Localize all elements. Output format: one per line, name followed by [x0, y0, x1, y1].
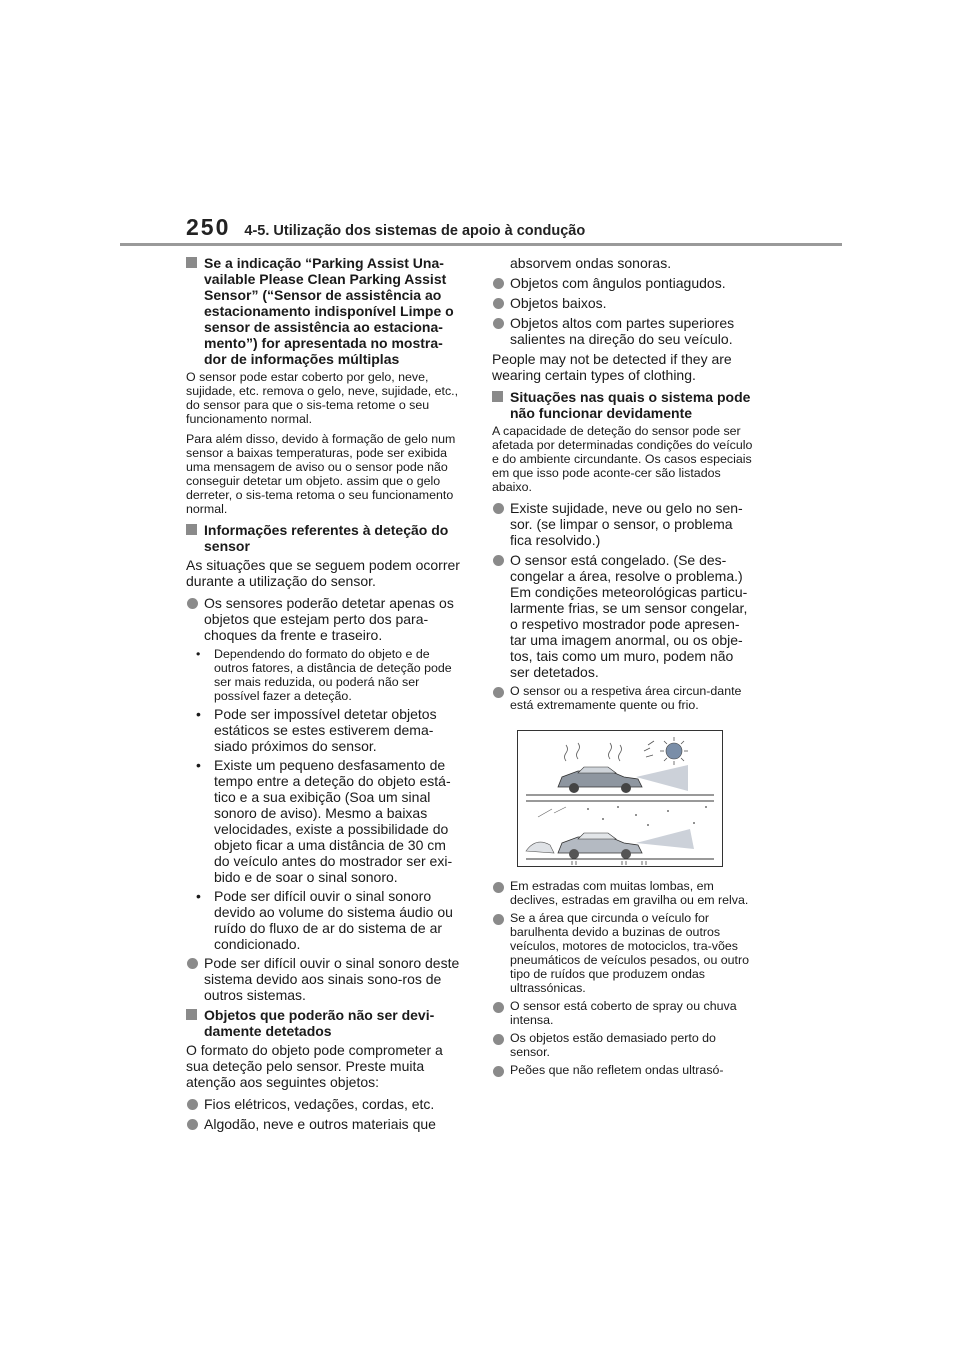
- continued-text: absorvem ondas sonoras.: [510, 255, 672, 271]
- bullet-item: Objetos com ângulos pontiagudos.: [492, 275, 754, 291]
- page-number: 250: [186, 214, 231, 240]
- car-icon: [558, 833, 642, 859]
- wind-lines-icon: [538, 807, 566, 817]
- snow-icon: [587, 806, 707, 826]
- paragraph: A capacidade de deteção do sensor pode ser afetada por determinadas condições do veículo e do ambiente circundante. Os casos especiais em que isso pode aconte-cer são listados abaixo.: [492, 424, 753, 494]
- bullet-item: Existe sujidade, neve ou gelo no sen-sor. (se limpar o sensor, o problema fica resolvido.): [492, 500, 754, 548]
- bullet-item: Em estradas com muitas lombas, em declives, estradas em gravilha ou em relva.: [492, 879, 754, 907]
- page-header: [186, 214, 585, 244]
- bullet-item: O sensor está congelado. (Se des-congelar a área, resolve o problema.) Em condições meteorológicas particu-larmente frias, se um sensor congelar, o respetivo mostrador pode apresen-tar uma imagem anormal, ou os obje-tos, tais como um muro, podem não ser detetados.: [492, 552, 754, 680]
- paragraph: O formato do objeto pode comprometer a sua deteção pelo sensor. Preste muita atenção aos seguintes objetos:: [186, 1042, 443, 1090]
- bullet-item: O sensor ou a respetiva área circun-dante está extremamente quente ou frio.: [492, 684, 754, 712]
- heading-sensor-detection-info: Informações referentes à deteção do sensor: [186, 522, 464, 554]
- section-title: 4-5. Utilização dos sistemas de apoio à condução: [244, 223, 586, 239]
- paragraph: O sensor pode estar coberto por gelo, neve, sujidade, etc. remova o gelo, neve, sujidade, etc., do sensor para que o sis-tema retome o seu funcionamento normal.: [186, 370, 459, 426]
- ice-marks-icon: [572, 861, 646, 865]
- right-column: [492, 255, 754, 1081]
- car-icon: [558, 767, 642, 793]
- dash-item: • Dependendo do formato do objeto e de outros fatores, a distância de deteção pode ser mais reduzida, ou poderá não ser possível fazer a deteção.: [186, 647, 464, 703]
- snow-pile-icon: [526, 842, 554, 853]
- bullet-item: Objetos baixos.: [492, 295, 754, 311]
- sun-icon: [660, 737, 688, 765]
- bullet-item: Os objetos estão demasiado perto do sensor.: [492, 1031, 754, 1059]
- sensor-beam-upper: [636, 765, 688, 791]
- bullet-item: O sensor está coberto de spray ou chuva intensa.: [492, 999, 754, 1027]
- heading-objects-not-detected: Objetos que poderão não ser devi-damente detetados: [186, 1007, 464, 1039]
- heat-waves-icon: [565, 741, 655, 761]
- sensor-beam-lower: [636, 829, 694, 849]
- bullet-item: Objetos altos com partes superiores salientes na direção do seu veículo.: [492, 315, 754, 347]
- paragraph: As situações que se seguem podem ocorrer durante a utilização do sensor.: [186, 557, 460, 589]
- bullet-item: Peões que não refletem ondas ultrasó-: [492, 1063, 754, 1077]
- heading-malfunction-situations: Situações nas quais o sistema pode não funcionar devidamente: [492, 389, 754, 421]
- header-divider: [120, 243, 842, 246]
- paragraph: Para além disso, devido à formação de gelo num sensor a baixas temperaturas, pode ser exibida uma mensagem de aviso ou o sensor pode não conseguir detetar um objeto. assim que o gelo derreter, o sis-tema retoma o seu funcionamento normal.: [186, 432, 456, 516]
- bullet-item: Pode ser difícil ouvir o sinal sonoro deste sistema devido aos sinais sono-ros de outros sistemas.: [186, 955, 464, 1003]
- bullet-item: Se a área que circunda o veículo for barulhenta devido a buzinas de outros veículos, motores de motociclos, tra-vões pneumáticos de veículos pesados, ou outro tipo de ruídos que produzem ondas ultrassónicas.: [492, 911, 754, 995]
- left-column: [186, 255, 464, 1136]
- bullet-item: Fios elétricos, vedações, cordas, etc.: [186, 1096, 464, 1112]
- bullet-item: Os sensores poderão detetar apenas os objetos que estejam perto dos para-choques da frente e traseiro.: [186, 595, 464, 643]
- heading-parking-assist-unavailable: Se a indicação “Parking Assist Una-vailable Please Clean Parking Assist Sensor” (“Sensor de assistência ao estacionamento indisponível Limpe o sensor de assistência ao estaciona-mento”) for apresentada no mostra-dor de informações múltiplas: [186, 255, 464, 367]
- bullet-item: Algodão, neve e outros materiais que: [186, 1116, 464, 1132]
- dash-item: • Pode ser impossível detetar objetos estáticos se estes estiverem dema-siado próximos do sensor.: [186, 706, 464, 754]
- car-weather-illustration: [518, 731, 722, 866]
- dash-item: • Existe um pequeno desfasamento de tempo entre a deteção do objeto está-tico e a sua exibição (Soa um sinal sonoro de aviso). Mesmo a baixas velocidades, existe a possibilidade do objeto ficar a uma distância de 30 cm do veículo antes do mostrador ser exi-bido e de soar o sinal sonoro.: [186, 757, 464, 885]
- paragraph: People may not be detected if they are wearing certain types of clothing.: [492, 351, 732, 383]
- weather-illustration: [517, 730, 723, 867]
- dash-item: • Pode ser difícil ouvir o sinal sonoro devido ao volume do sistema áudio ou ruído do fluxo de ar do sistema de ar condicionado.: [186, 888, 464, 952]
